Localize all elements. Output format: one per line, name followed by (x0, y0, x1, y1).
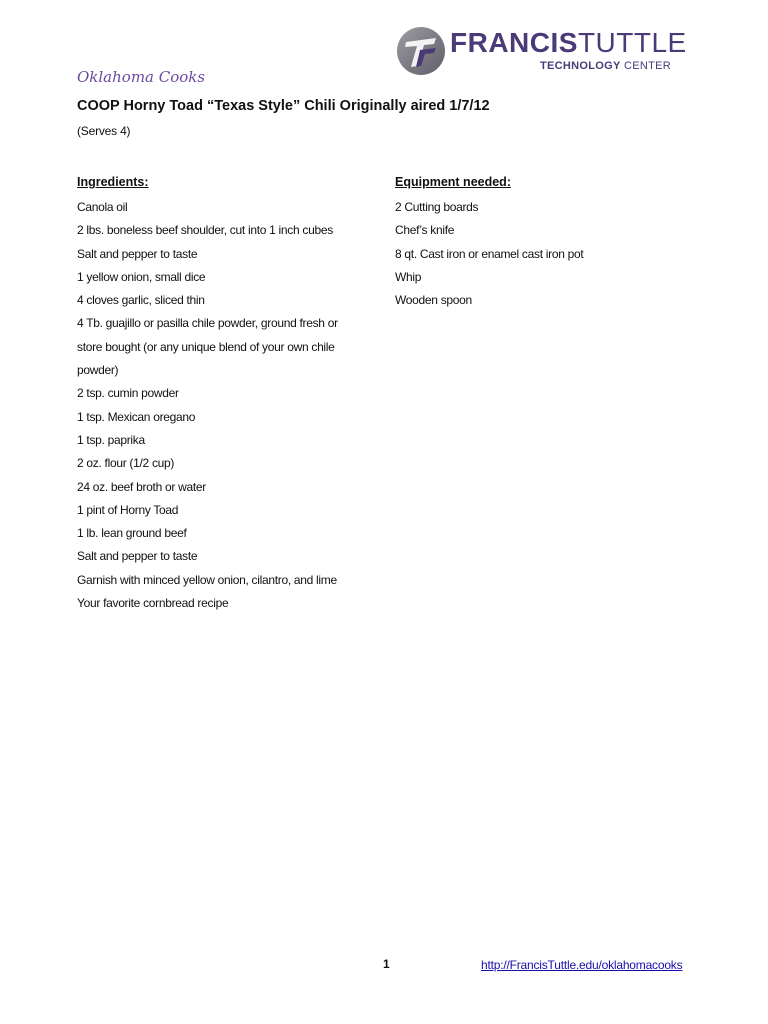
ingredients-heading: Ingredients: (77, 175, 149, 189)
recipe-title: COOP Horny Toad “Texas Style” Chili Originally aired 1/7/12 (77, 98, 490, 114)
list-item: 2 Cutting boards (395, 200, 479, 214)
list-item: 1 yellow onion, small dice (77, 269, 206, 284)
logo-subtitle (540, 60, 671, 72)
equipment-section (395, 174, 715, 312)
equipment-heading: Equipment needed: (395, 175, 511, 189)
logo-word-bold: FRANCIS (450, 27, 578, 58)
list-item: Canola oil (77, 200, 128, 214)
logo-sub-bold: TECHNOLOGY (540, 60, 621, 72)
list-item: 1 lb. lean ground beef (77, 526, 187, 541)
serves-note: (Serves 4) (77, 124, 131, 138)
list-item: 1 tsp. Mexican oregano (77, 409, 196, 424)
list-item: 2 lbs. boneless beef shoulder, cut into 1 inch cubes (77, 223, 333, 238)
list-item: Your favorite cornbread recipe (77, 596, 229, 611)
equipment-list (395, 196, 715, 312)
list-item: powder) (77, 363, 119, 378)
list-item: store bought (or any unique blend of your own chile (77, 339, 335, 354)
logo-wordmark (450, 28, 687, 58)
list-item: 8 qt. Cast iron or enamel cast iron pot (395, 246, 584, 261)
list-item: 4 cloves garlic, sliced thin (77, 293, 205, 308)
list-item: Chef’s knife (395, 223, 455, 238)
list-item: 24 oz. beef broth or water (77, 479, 206, 494)
list-item: Wooden spoon (395, 293, 472, 308)
ingredients-list (77, 196, 387, 615)
series-name: Oklahoma Cooks (77, 68, 206, 86)
list-item: Salt and pepper to taste (77, 549, 198, 564)
list-item: 2 oz. flour (1/2 cup) (77, 456, 175, 471)
footer-link[interactable]: http://FrancisTuttle.edu/oklahomacooks (481, 958, 683, 972)
logo-emblem-icon (396, 26, 446, 76)
list-item: Whip (395, 269, 422, 284)
list-item: 1 tsp. paprika (77, 432, 145, 447)
ingredients-section (77, 174, 387, 615)
page-number: 1 (383, 957, 390, 971)
logo-word-regular: TUTTLE (577, 27, 687, 58)
list-item: 1 pint of Horny Toad (77, 502, 179, 517)
list-item: 2 tsp. cumin powder (77, 386, 179, 401)
francis-tuttle-logo (396, 26, 708, 78)
list-item: 4 Tb. guajillo or pasilla chile powder, ground fresh or (77, 316, 338, 331)
logo-sub-regular: CENTER (620, 60, 672, 72)
list-item: Garnish with minced yellow onion, cilantro, and lime (77, 572, 337, 587)
list-item: Salt and pepper to taste (77, 246, 198, 261)
